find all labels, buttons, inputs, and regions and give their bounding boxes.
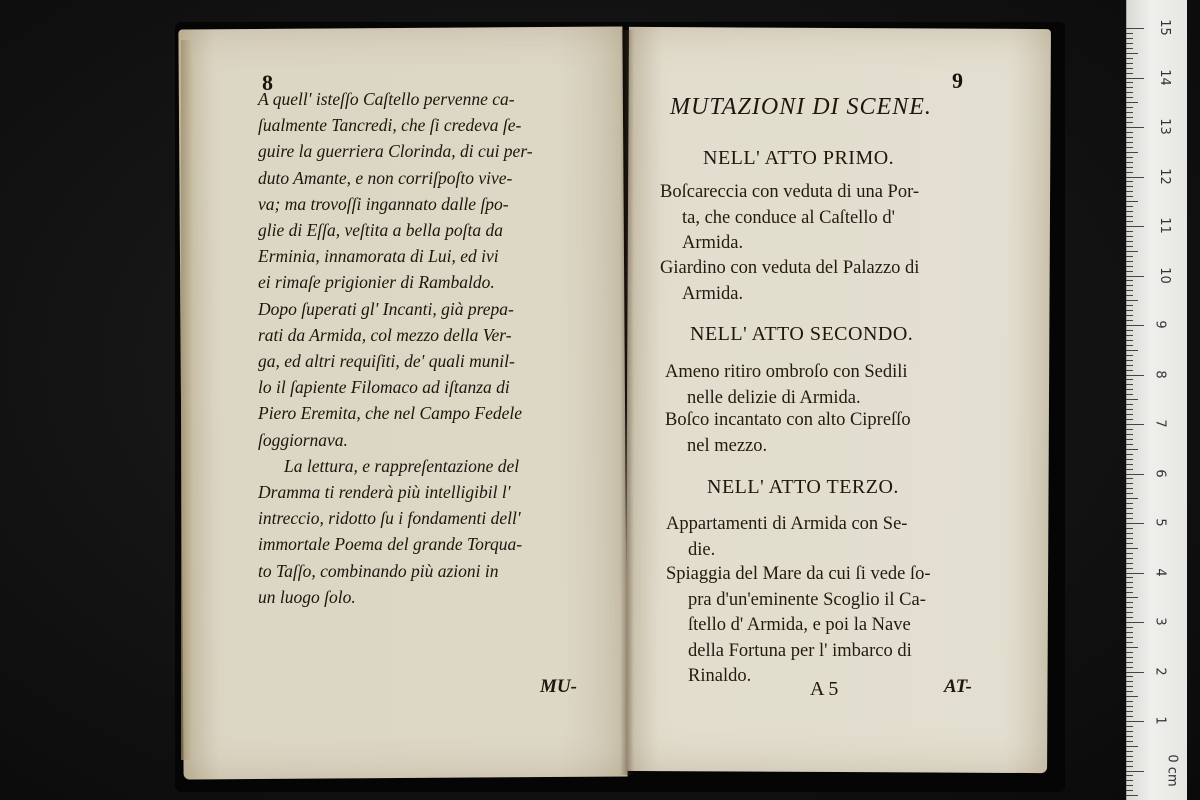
ruler-tick — [1126, 167, 1133, 168]
ruler-tick — [1126, 305, 1133, 306]
ruler-tick — [1126, 122, 1133, 123]
ruler-tick — [1126, 360, 1133, 361]
ruler-tick — [1126, 434, 1133, 435]
entry-line: Rinaldo. — [688, 666, 752, 686]
ruler-tick — [1126, 775, 1133, 776]
ruler-tick — [1126, 657, 1133, 658]
ruler-tick — [1126, 370, 1133, 371]
ruler-tick — [1126, 112, 1133, 113]
ruler-label: 2 — [1152, 666, 1168, 676]
ruler-tick — [1126, 335, 1133, 336]
ruler-tick — [1126, 290, 1133, 291]
ruler-tick — [1126, 271, 1133, 272]
ruler-label: 3 — [1152, 617, 1168, 626]
ruler-tick — [1126, 780, 1133, 781]
ruler-tick — [1126, 439, 1133, 440]
ruler-tick — [1126, 577, 1133, 578]
ruler-tick — [1126, 246, 1133, 247]
entry-line: Armida. — [682, 283, 744, 304]
ruler-tick — [1126, 622, 1144, 623]
ruler-tick — [1126, 58, 1133, 59]
ruler-tick — [1126, 241, 1133, 242]
ruler-tick — [1126, 726, 1133, 727]
ruler-tick — [1126, 137, 1133, 138]
ruler-tick — [1126, 771, 1144, 772]
ruler-tick — [1126, 226, 1144, 227]
ruler-tick — [1126, 449, 1138, 450]
left-page-number: 8 — [262, 70, 273, 95]
text-line: rati da Armida, col mezzo della Ver- — [258, 324, 512, 345]
entry-line: Boſcareccia con veduta di una Por- — [660, 182, 920, 202]
scene-entry — [666, 512, 907, 563]
ruler-tick — [1126, 379, 1133, 380]
ruler-tick — [1126, 424, 1144, 425]
ruler-tick — [1126, 711, 1133, 712]
ruler-tick — [1126, 607, 1133, 608]
ruler-tick — [1126, 399, 1138, 400]
ruler-tick — [1126, 597, 1138, 598]
ruler-tick — [1126, 513, 1133, 514]
entry-line: ta, che conduce al Caſtello d' — [682, 207, 895, 228]
ruler-tick — [1126, 365, 1133, 366]
entry-line: nel mezzo. — [687, 435, 768, 456]
ruler-label: 12 — [1156, 167, 1172, 185]
ruler-tick — [1126, 686, 1133, 687]
ruler-tick — [1126, 587, 1133, 588]
ruler-tick — [1126, 652, 1133, 653]
ruler-tick — [1126, 320, 1133, 321]
entry-line: Boſco incantato con alto Cipreſſo — [665, 410, 911, 430]
scene-entry — [665, 360, 908, 411]
ruler-tick — [1126, 454, 1133, 455]
ruler-tick — [1126, 142, 1133, 143]
ruler-tick — [1126, 53, 1138, 54]
ruler-tick — [1126, 211, 1133, 212]
ruler-tick — [1126, 573, 1144, 574]
ruler-tick — [1126, 632, 1133, 633]
text-line: duto Amante, e non corriſpoſto vive- — [258, 167, 513, 188]
book-gutter — [620, 30, 634, 775]
text-line: to Taſſo, combinando più azioni in — [258, 560, 499, 581]
ruler-tick — [1126, 469, 1133, 470]
ruler-tick — [1126, 746, 1138, 747]
ruler-tick — [1126, 256, 1133, 257]
ruler-tick — [1126, 548, 1138, 549]
ruler-tick — [1126, 63, 1133, 64]
ruler-tick — [1126, 493, 1133, 494]
ruler-tick — [1126, 201, 1138, 202]
ruler-tick — [1126, 508, 1133, 509]
ruler-tick — [1126, 498, 1138, 499]
ruler-tick — [1126, 33, 1133, 34]
ruler-tick — [1126, 756, 1133, 757]
ruler-tick — [1126, 672, 1144, 673]
ruler-tick — [1126, 741, 1133, 742]
ruler-tick — [1126, 464, 1133, 465]
right-page-number: 9 — [952, 68, 963, 93]
ruler-tick — [1126, 785, 1133, 786]
ruler-tick — [1126, 266, 1133, 267]
text-line: ſoggiornava. — [258, 429, 348, 450]
right-catchword: AT- — [944, 676, 972, 697]
ruler-tick — [1126, 340, 1133, 341]
ruler-tick — [1126, 330, 1133, 331]
ruler-tick — [1126, 280, 1133, 281]
entry-line: die. — [688, 539, 716, 560]
ruler-tick — [1126, 152, 1138, 153]
ruler-label: 8 — [1152, 369, 1168, 379]
entry-line: nelle delizie di Armida. — [687, 387, 861, 408]
ruler-tick — [1126, 766, 1133, 767]
ruler-label: 9 — [1152, 320, 1168, 329]
ruler-tick — [1126, 384, 1133, 385]
ruler-tick — [1126, 231, 1133, 232]
entry-line: Spiaggia del Mare da cui ſi vede ſo- — [666, 564, 931, 584]
ruler-tick — [1126, 558, 1133, 559]
ruler-tick — [1126, 216, 1133, 217]
ruler-tick — [1126, 261, 1133, 262]
ruler-tick — [1126, 107, 1133, 108]
ruler-tick — [1126, 459, 1133, 460]
ruler-tick — [1126, 191, 1133, 192]
ruler-tick — [1126, 285, 1133, 286]
signature-mark: A 5 — [810, 678, 839, 700]
act-heading: NELL' ATTO TERZO. — [707, 476, 899, 498]
ruler-tick — [1126, 414, 1133, 415]
ruler-tick — [1126, 38, 1133, 39]
text-line: un luogo ſolo. — [258, 586, 356, 607]
ruler-tick — [1126, 325, 1144, 326]
ruler-label: 4 — [1152, 567, 1168, 577]
ruler-tick — [1126, 568, 1133, 569]
scene-entry — [666, 562, 931, 690]
ruler-tick — [1126, 132, 1133, 133]
ruler-tick — [1126, 602, 1133, 603]
ruler-tick — [1126, 92, 1133, 93]
text-line: Erminia, innamorata di Lui, ed ivi — [258, 246, 499, 267]
ruler-tick — [1126, 795, 1138, 796]
entry-line: ſtello d' Armida, e poi la Nave — [688, 615, 911, 635]
ruler-tick — [1126, 612, 1133, 613]
ruler-tick — [1126, 637, 1133, 638]
ruler-tick — [1126, 68, 1133, 69]
ruler-tick — [1126, 102, 1138, 103]
entry-line: Giardino con veduta del Palazzo di — [660, 258, 920, 278]
left-page-text — [258, 86, 603, 610]
ruler-tick — [1126, 196, 1133, 197]
ruler-tick — [1126, 162, 1133, 163]
ruler-tick — [1126, 528, 1133, 529]
text-line: glie di Eſſa, veſtita a bella poſta da — [258, 220, 503, 241]
ruler-tick — [1126, 221, 1133, 222]
act-heading: NELL' ATTO PRIMO. — [703, 147, 895, 169]
ruler-tick — [1126, 355, 1133, 356]
ruler-label: 15 — [1156, 19, 1172, 36]
ruler-label: 11 — [1156, 217, 1172, 234]
ruler-tick — [1126, 681, 1133, 682]
text-line: Dopo ſuperati gl' Incanti, già prepa- — [258, 298, 514, 319]
text-line: ga, ed altri requiſiti, de' quali munil- — [258, 351, 515, 372]
ruler-tick — [1126, 404, 1133, 405]
text-line: va; ma trovoſſi ingannato dalle ſpo- — [258, 193, 509, 214]
ruler-tick — [1126, 315, 1133, 316]
ruler-tick — [1126, 236, 1133, 237]
ruler-tick — [1126, 706, 1133, 707]
ruler-tick — [1126, 97, 1133, 98]
ruler-tick — [1126, 147, 1133, 148]
ruler-tick — [1126, 696, 1138, 697]
ruler-tick — [1126, 518, 1133, 519]
page-title: MUTAZIONI DI SCENE. — [670, 94, 932, 120]
ruler-tick — [1126, 691, 1133, 692]
entry-line: pra d'un'eminente Scoglio il Ca- — [688, 589, 926, 610]
ruler-tick — [1126, 647, 1138, 648]
ruler-tick — [1126, 444, 1133, 445]
ruler-tick — [1126, 177, 1144, 178]
ruler-tick — [1126, 627, 1133, 628]
ruler-label: 6 — [1152, 468, 1168, 478]
text-line: intreccio, ridotto ſu i fondamenti dell' — [258, 508, 521, 529]
ruler-tick — [1126, 478, 1133, 479]
ruler-label: 10 — [1156, 266, 1172, 284]
ruler-tick — [1126, 488, 1133, 489]
ruler-tick — [1126, 642, 1133, 643]
ruler-tick — [1126, 78, 1144, 79]
ruler-tick — [1126, 28, 1144, 29]
ruler-tick — [1126, 582, 1133, 583]
text-line: Piero Eremita, che nel Campo Fedele — [258, 403, 523, 424]
ruler-label: 1 — [1152, 716, 1168, 725]
ruler-tick — [1126, 503, 1133, 504]
ruler-tick — [1126, 716, 1133, 717]
ruler-tick — [1126, 617, 1133, 618]
ruler-label: 14 — [1156, 68, 1172, 86]
ruler-tick — [1126, 82, 1133, 83]
ruler-tick — [1126, 721, 1144, 722]
entry-line: Ameno ritiro ombroſo con Sedili — [665, 362, 908, 382]
ruler-tick — [1126, 186, 1133, 187]
entry-line: Armida. — [682, 233, 744, 253]
scene-entry — [660, 256, 919, 307]
ruler-tick — [1126, 48, 1133, 49]
ruler-tick — [1126, 206, 1133, 207]
ruler-tick — [1126, 310, 1133, 311]
ruler-tick — [1126, 251, 1138, 252]
left-page-edge — [181, 40, 193, 760]
text-line: Dramma ti renderà più intelligibil l' — [258, 482, 511, 503]
ruler-label: 13 — [1156, 118, 1172, 135]
ruler-tick — [1126, 295, 1133, 296]
ruler-tick — [1126, 389, 1133, 390]
ruler-tick — [1126, 350, 1138, 351]
ruler-tick — [1126, 592, 1133, 593]
ruler-tick — [1126, 523, 1144, 524]
ruler-label: 5 — [1152, 518, 1168, 527]
ruler-tick — [1126, 667, 1133, 668]
text-line: A quell' isteſſo Caſtello pervenne ca- — [258, 89, 515, 109]
ruler-tick — [1126, 87, 1133, 88]
ruler-tick — [1126, 394, 1133, 395]
text-line: ei rimaſe prigionier di Rambaldo. — [258, 272, 495, 293]
ruler-tick — [1126, 345, 1133, 346]
scene-entry — [665, 408, 911, 459]
ruler-tick — [1126, 409, 1133, 410]
ruler-tick — [1126, 172, 1133, 173]
ruler-label: 0 cm — [1164, 753, 1180, 787]
ruler-tick — [1126, 751, 1133, 752]
text-line: La lettura, e rappreſentazione del — [284, 455, 520, 476]
ruler-tick — [1126, 117, 1133, 118]
ruler-tick — [1126, 419, 1133, 420]
ruler-tick — [1126, 676, 1133, 677]
ruler-tick — [1126, 474, 1144, 475]
ruler-tick — [1126, 483, 1133, 484]
text-line: immortale Poema del grande Torqua- — [258, 534, 523, 555]
ruler-tick — [1126, 662, 1133, 663]
ruler-tick — [1126, 553, 1133, 554]
ruler-tick — [1126, 43, 1133, 44]
text-line: guire la guerriera Clorinda, di cui per- — [258, 141, 533, 162]
ruler-tick — [1126, 790, 1133, 791]
ruler-tick — [1126, 533, 1133, 534]
ruler-tick — [1126, 538, 1133, 539]
text-line: lo il ſapiente Filomaco ad iſtanza di — [258, 377, 510, 398]
ruler-tick — [1126, 300, 1138, 301]
ruler-tick — [1126, 73, 1133, 74]
ruler-tick — [1126, 736, 1133, 737]
ruler-label: 7 — [1152, 419, 1168, 428]
act-heading: NELL' ATTO SECONDO. — [690, 323, 914, 345]
ruler-tick — [1126, 127, 1144, 128]
text-line: ſualmente Tancredi, che ſi credeva ſe- — [258, 115, 522, 136]
ruler-tick — [1126, 157, 1133, 158]
ruler-tick — [1126, 276, 1144, 277]
ruler-tick — [1126, 429, 1133, 430]
left-catchword: MU- — [540, 676, 577, 697]
ruler-tick — [1126, 181, 1133, 182]
ruler-tick — [1126, 563, 1133, 564]
ruler-tick — [1126, 761, 1133, 762]
scene-entry — [660, 180, 919, 257]
ruler-tick — [1126, 375, 1144, 376]
entry-line: della Fortuna per l' imbarco di — [688, 640, 912, 661]
ruler-tick — [1126, 731, 1133, 732]
entry-line: Appartamenti di Armida con Se- — [666, 514, 908, 534]
ruler-tick — [1126, 543, 1133, 544]
ruler-tick — [1126, 701, 1133, 702]
